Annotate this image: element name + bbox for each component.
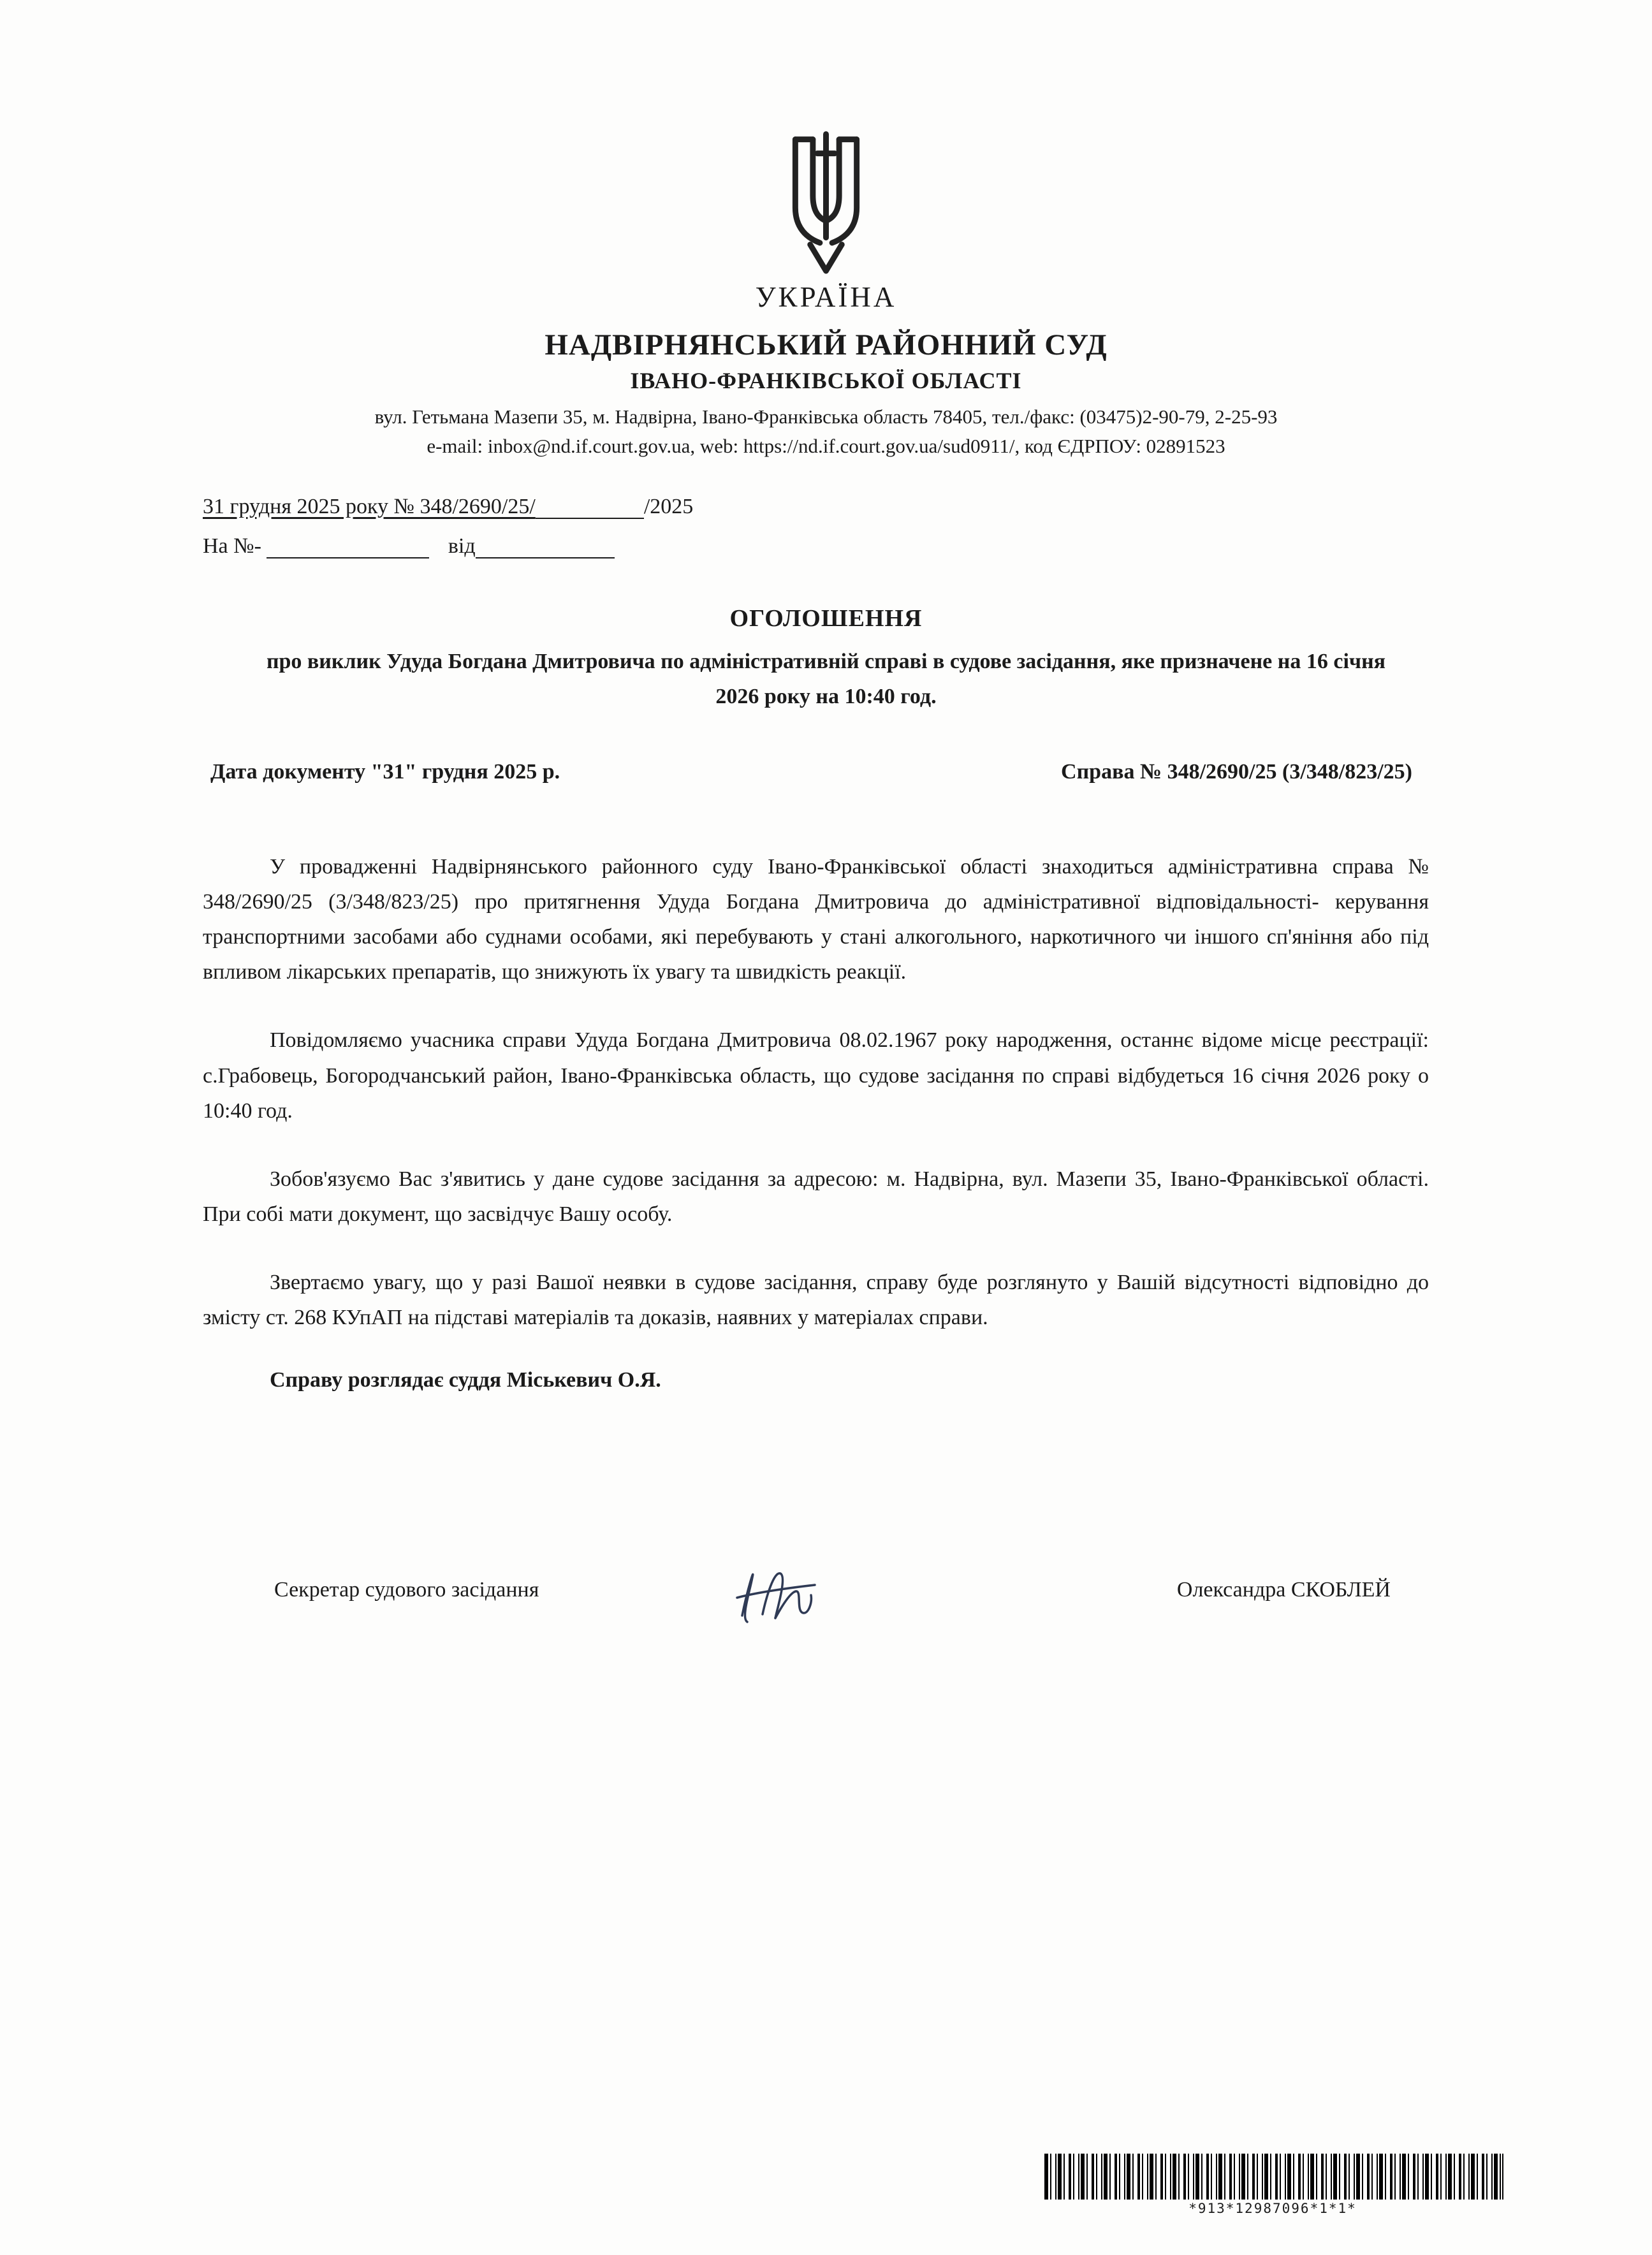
letterhead xyxy=(0,0,1652,458)
title-block xyxy=(0,604,1652,714)
court-address: вул. Гетьмана Мазепи 35, м. Надвірна, Івано-Франківська область 78405, тел./факс: (03475)2-90-79, 2-25-93 xyxy=(374,405,1278,428)
meta-row xyxy=(0,760,1652,784)
document-date: Дата документу "31" грудня 2025 р. xyxy=(210,760,560,784)
incoming-number-line xyxy=(203,534,1652,558)
case-number: Справа № 348/2690/25 (3/348/823/25) xyxy=(1061,760,1412,784)
incoming-number-label: На №- xyxy=(203,534,261,558)
ukraine-trident-emblem-icon xyxy=(773,128,879,279)
signatory-role: Секретар судового засідання xyxy=(274,1578,539,1602)
incoming-date-blank-field xyxy=(476,534,615,558)
outgoing-number-blank-field xyxy=(536,495,644,519)
barcode-text: *913*12987096*1*1* xyxy=(1188,2201,1357,2216)
judge-line: Справу розглядає суддя Міськевич О.Я. xyxy=(270,1368,661,1392)
signature-row xyxy=(0,1552,1652,1628)
handwritten-signature xyxy=(724,1552,826,1628)
court-name: НАДВІРНЯНСЬКИЙ РАЙОННИЙ СУД xyxy=(545,328,1107,361)
country-label: УКРАЇНА xyxy=(755,281,897,313)
document-subtitle: про виклик Удуда Богдана Дмитровича по адміністративній справі в судове засідання, яке призначене на 16 січня 2026 року на 10:40 год. xyxy=(266,650,1386,709)
body-paragraph: Звертаємо увагу, що у разі Вашої неявки в судове засідання, справу буде розглянуто у Вашій відсутності відповідно до змісту ст. 268 КУпАП на підставі матеріалів та доказів, наявних у матеріалах справи. xyxy=(203,1270,1429,1329)
incoming-date-label: від xyxy=(448,534,476,558)
body-paragraph: Зобов'язуємо Вас з'явитись у дане судове засідання за адресою: м. Надвірна, вул. Мазепи 35, Івано-Франківської області. При собі мати документ, що засвідчує Вашу особу. xyxy=(203,1167,1429,1226)
signatory-name: Олександра СКОБЛЕЙ xyxy=(1176,1578,1391,1602)
outgoing-number-line xyxy=(203,495,1652,519)
court-region: ІВАНО-ФРАНКІВСЬКОЇ ОБЛАСТІ xyxy=(630,368,1022,393)
barcode-block xyxy=(1044,2154,1501,2216)
barcode-image xyxy=(1044,2154,1503,2200)
court-contacts: e-mail: inbox@nd.if.court.gov.ua, web: https://nd.if.court.gov.ua/sud0911/, код ЄДРПОУ: 02891523 xyxy=(427,435,1225,457)
incoming-number-blank-field xyxy=(267,534,429,558)
document-title: ОГОЛОШЕННЯ xyxy=(729,605,923,632)
body-paragraph: У провадженні Надвірнянського районного суду Івано-Франківської області знаходиться адміністративна справа № 348/2690/25 (3/348/823/25) про притягнення Удуда Богдана Дмитровича до адміністративної відповідальності- керування транспортними засобами або суднами особами, які перебувають у стані алкогольного, наркотичного чи іншого сп'яніння або під впливом лікарських препаратів, що знижують їх увагу та швидкість реакції. xyxy=(203,855,1429,984)
outgoing-number-prefix: 31 грудня 2025 року № 348/2690/25/ xyxy=(203,495,536,518)
outgoing-number-suffix: /2025 xyxy=(643,495,694,518)
document-body xyxy=(0,849,1652,1335)
body-paragraph: Повідомляємо учасника справи Удуда Богдана Дмитровича 08.02.1967 року народження, останнє відоме місце реєстрації: с.Грабовець, Богородчанський район, Івано-Франківська область, що судове засідання по справі відбудеться 16 січня 2026 року о 10:40 год. xyxy=(203,1028,1429,1123)
reference-block xyxy=(203,495,1652,558)
